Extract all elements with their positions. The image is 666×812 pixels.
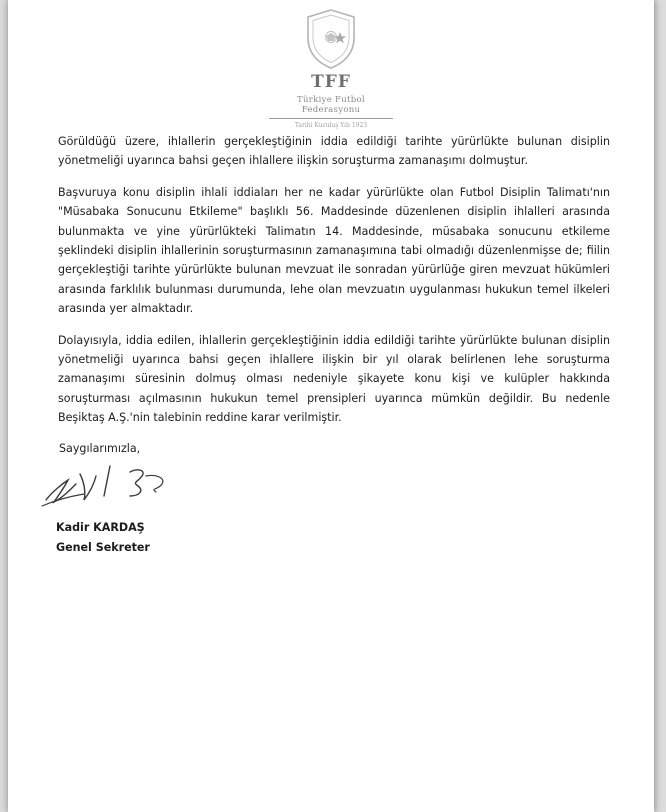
signer-name: Kadir KARDAŞ	[56, 521, 145, 534]
founded-line: Tarihi Kuruluş Yılı 1923	[294, 122, 368, 129]
tff-crest-icon	[304, 8, 358, 70]
logo-text: TFF	[311, 72, 351, 92]
signer-block	[56, 518, 150, 558]
paragraph-3: Dolayısıyla, iddia edilen, ihlallerin gerçekleştiğinin iddia edildiği tarihte yürürlükte bulunan disiplin yönetmeliği uyarınca bahsi geçen ihlallere ilişkin bir yıl olarak belirlenen lehe soruşturma zamanaşımı süresinin dolmuş olması nedeniyle şikayete konu kişi ve kulüpler hakkında soruşturması açılmasının hukukun temel prensipleri uyarınca mümkün değildir. Bu nedenle Beşiktaş A.Ş.'nin talebinin reddine karar verilmiştir.	[58, 333, 610, 425]
document-page	[8, 0, 654, 812]
signer-title: Genel Sekreter	[56, 541, 150, 554]
handwritten-signature	[38, 454, 178, 512]
paragraph-2: Başvuruya konu disiplin ihlali iddiaları her ne kadar yürürlükte olan Futbol Disiplin Talimatı'nın "Müsabaka Sonucunu Etkileme" başlıklı 56. Maddesinde düzenlenen disiplin ihlalleri arasında bulunmakta ve yine yürürlükteki Talimatın 14. Maddesinde, müsabaka sonucunu etkileme şeklindeki disiplin ihlallerinin soruşturmasının zamanaşımına tabi olmadığı düzenlenmişse de; fiilin gerçekleştiği tarihte yürürlükte bulunan mevzuat ile sonradan yürürlüğe giren mevzuat hükümleri arasında farklılık bulunması durumunda, lehe olan mevzuatın uygulanması hukukun temel ilkeleri arasında yer almaktadır.	[58, 185, 610, 316]
paragraph-1: Görüldüğü üzere, ihlallerin gerçekleştiğinin iddia edildiği tarihte yürürlükte bulunan disiplin yönetmeliği uyarınca bahsi geçen ihlallere ilişkin soruşturma zamanaşımı dolmuştur.	[58, 135, 610, 168]
federation-name: Türkiye Futbol Federasyonu	[269, 95, 393, 119]
salutation: Saygılarımızla,	[59, 442, 141, 455]
letterhead	[8, 8, 654, 129]
letter-body	[58, 132, 610, 440]
